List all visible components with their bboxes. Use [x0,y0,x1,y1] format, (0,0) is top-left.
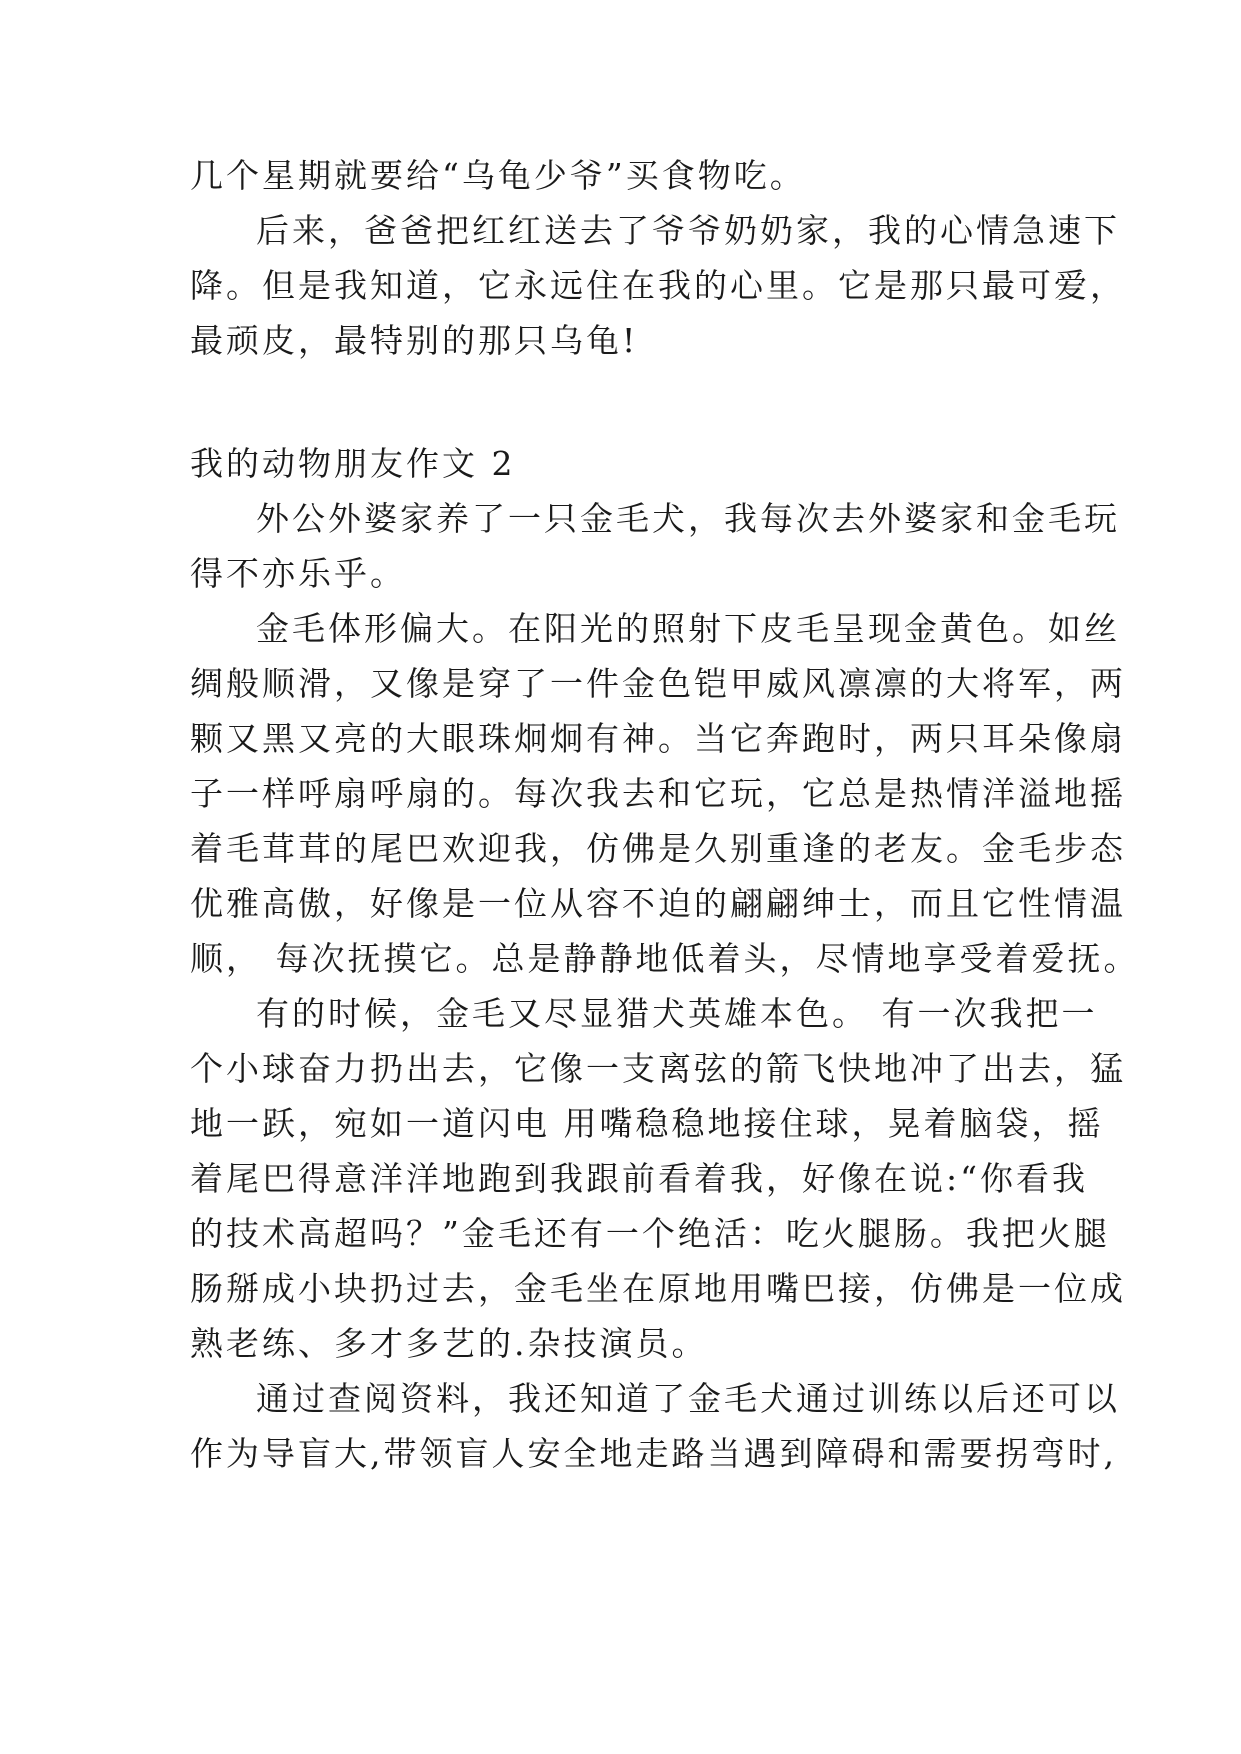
text-line: 个小球奋力扔出去，它像一支离弦的箭飞快地冲了出去，猛 [190,1049,1126,1088]
text-line: 外公外婆家养了一只金毛犬，我每次去外婆家和金毛玩 [256,499,1120,538]
text-line: 后来，爸爸把红红送去了爷爷奶奶家，我的心情急速下 [256,211,1120,250]
paragraph-3 [190,491,1120,601]
text-line: 有的时候，金毛又尽显猎犬英雄本色。 有一次我把一 [256,994,1098,1033]
essay-title: 我的动物朋友作文 2 [190,444,516,483]
paragraph-4 [190,601,1140,986]
text-line: 地一跃，宛如一道闪电 用嘴稳稳地接住球，晃着脑袋，摇 [190,1104,1104,1143]
text-line: 作为导盲大,带领盲人安全地走路当遇到障碍和需要拐弯时, [190,1434,1117,1473]
text-line: 降。但是我知道，它永远住在我的心里。它是那只最可爱， [190,266,1126,305]
document-body [190,148,1140,1481]
text-line: 肠掰成小块扔过去，金毛坐在原地用嘴巴接，仿佛是一位成 [190,1269,1126,1308]
text-line: 得不亦乐乎。 [190,554,406,593]
text-line: 的技术高超吗？”金毛还有一个绝活：吃火腿肠。我把火腿 [190,1214,1110,1253]
text-line: 着尾巴得意洋洋地跑到我跟前看着我，好像在说:“你看我 [190,1159,1088,1198]
text-line: 子一样呼扇呼扇的。每次我去和它玩，它总是热情洋溢地摇 [190,774,1126,813]
text-line: 通过查阅资料，我还知道了金毛犬通过训练以后还可以 [256,1379,1120,1418]
paragraph-5 [190,986,1126,1371]
text-line: 熟老练、多才多艺的.杂技演员。 [190,1324,708,1363]
text-line: 着毛茸茸的尾巴欢迎我，仿佛是久别重逢的老友。金毛步态 [190,829,1126,868]
text-line: 颗又黑又亮的大眼珠炯炯有神。当它奔跑时，两只耳朵像扇 [190,719,1126,758]
paragraph-6 [190,1371,1120,1481]
text-line: 优雅高傲，好像是一位从容不迫的翩翩绅士，而且它性情温 [190,884,1126,923]
text-line: 绸般顺滑，又像是穿了一件金色铠甲威风凛凛的大将军，两 [190,664,1126,703]
text-line: 金毛体形偏大。在阳光的照射下皮毛呈现金黄色。如丝 [256,609,1120,648]
paragraph-2 [190,203,1126,368]
paragraph-1 [190,148,1052,203]
text-line: 几个星期就要给“乌龟少爷”买食物吃。 [190,156,806,195]
text-line: 最顽皮，最特别的那只乌龟! [190,321,639,360]
text-line: 顺， 每次抚摸它。总是静静地低着头，尽情地享受着爱抚。 [190,939,1140,978]
